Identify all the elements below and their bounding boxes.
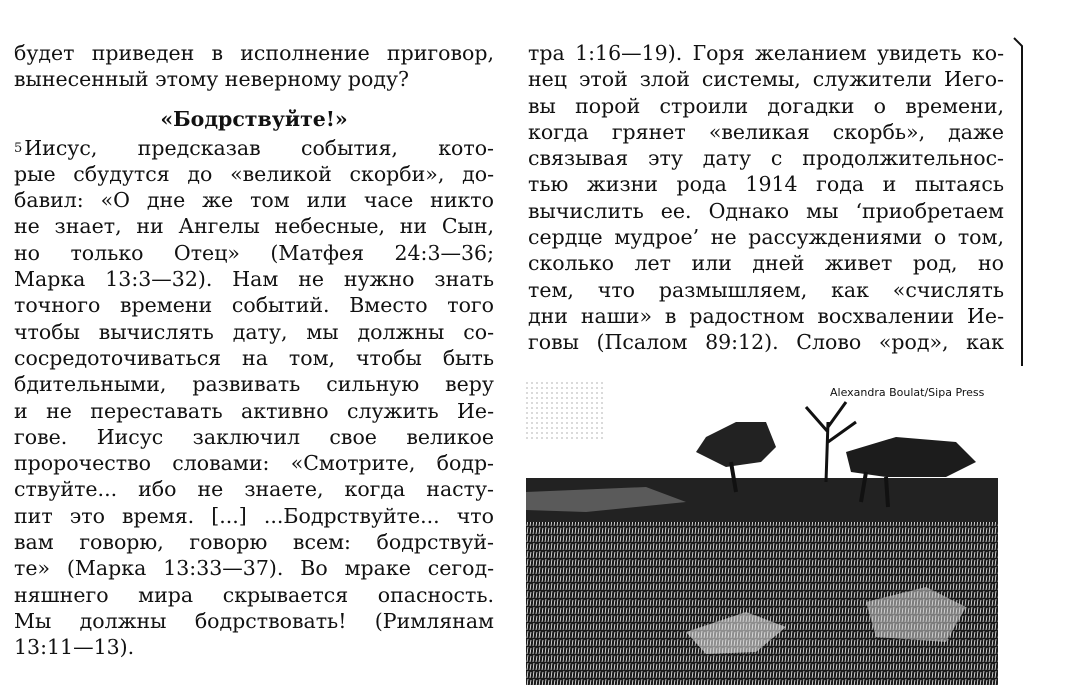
text-line: рые сбудутся до «великой скорби», до- <box>14 161 494 186</box>
text-line: вы порой строили догадки о времени, <box>528 93 1004 118</box>
text-line: пророчество словами: «Смотрите, бодр- <box>14 451 494 476</box>
text-line: Мы должны бодрствовать! (Римлянам <box>14 608 494 633</box>
text-line: ствуйте... ибо не знаете, когда насту- <box>14 477 494 502</box>
page-fold-mark <box>1012 36 1028 366</box>
photo <box>526 382 998 685</box>
text-line: тра 1:16—19). Горя желанием увидеть ко- <box>528 41 1004 65</box>
text-line: сосредоточиваться на том, чтобы быть <box>14 345 494 370</box>
text-line: гове. Иисус заключил свое великое <box>14 424 494 449</box>
text-line: точного времени событий. Вместо того <box>14 293 494 318</box>
text-line: вынесенный этому неверному роду? <box>14 67 410 92</box>
right-column <box>528 40 1004 356</box>
text-line: сколько лет или дней живет род, но <box>528 251 1004 276</box>
text-line: нец этой злой системы, служители Иего- <box>528 67 1004 92</box>
text-line: связывая эту дату с продолжительнос- <box>528 146 1004 171</box>
text-line: но только Отец» (Матфея 24:3—36; <box>14 240 494 265</box>
text-line: сердце мудрое’ не рассуждениями о том, <box>528 225 1004 250</box>
text-line: когда грянет «великая скорбь», даже <box>528 119 1004 144</box>
photo-credit: Alexandra Boulat/Sipa Press <box>830 386 985 399</box>
text-line: тем, что размышляем, как «счислять <box>528 277 1004 302</box>
section-heading: «Бодрствуйте!» <box>160 106 348 131</box>
text-line: вычислить ее. Однако мы ‘приобретаем <box>528 198 1004 223</box>
text-line: дни наши» в радостном восхвалении Ие- <box>528 303 1004 328</box>
text-line: и не переставать активно служить Ие- <box>14 398 494 423</box>
text-line: вам говорю, говорю всем: бодрствуй- <box>14 530 494 555</box>
text-line: Марка 13:3—32). Нам не нужно знать <box>14 267 494 292</box>
text-line: чтобы вычислять дату, мы должны со- <box>14 319 494 344</box>
text-line: те» (Марка 13:33—37). Во мраке сегод- <box>14 556 494 581</box>
text-line: тью жизни рода 1914 года и пытаясь <box>528 172 1004 197</box>
text-line: говы (Псалом 89:12). Слово «род», как <box>528 330 1004 355</box>
text-line: няшнего мира скрывается опасность. <box>14 582 494 607</box>
text-line <box>14 135 494 161</box>
text-line: не знает, ни Ангелы небесные, ни Сын, <box>14 214 494 239</box>
photo-image <box>526 382 998 685</box>
paragraph-number: 5 <box>14 140 23 156</box>
text-line: будет приведен в исполнение приговор, <box>14 41 494 65</box>
text-line-content: Иисус, предсказав события, кото- <box>24 135 494 160</box>
text-line: пит это время. [...] ...Бодрствуйте... что <box>14 503 494 528</box>
left-column <box>14 40 494 661</box>
text-line: бдительными, развивать сильную веру <box>14 372 494 397</box>
text-line: 13:11—13). <box>14 635 135 660</box>
text-line: бавил: «О дне же том или часе никто <box>14 188 494 213</box>
